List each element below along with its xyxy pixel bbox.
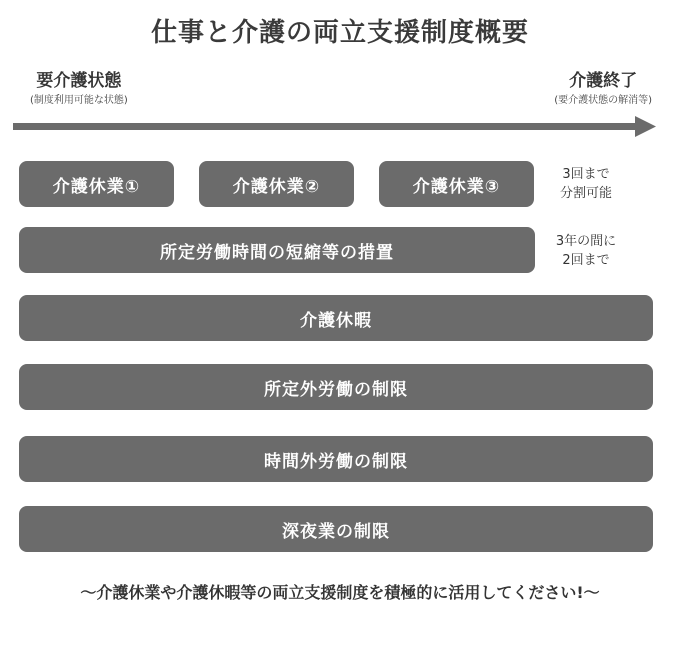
timeline-arrow xyxy=(13,116,658,140)
bar-overtime-limit-prescribed: 所定外労働の制限 xyxy=(19,364,653,410)
timeline-arrow-head xyxy=(635,116,656,137)
bar-care-leave: 介護休暇 xyxy=(19,295,653,341)
bar-night-work-limit: 深夜業の制限 xyxy=(19,506,653,552)
short-hours-note xyxy=(546,232,626,270)
timeline-end-sub: (要介護状態の解消等) xyxy=(554,95,652,106)
timeline-end-label: 介護終了 xyxy=(569,71,638,91)
timeline-start xyxy=(30,66,128,106)
short-hours-note-line-1: 3年の間に xyxy=(555,234,617,249)
bar-overtime-limit-hours: 時間外労働の制限 xyxy=(19,436,653,482)
leave-note xyxy=(546,165,626,203)
leave-block-1: 介護休業① xyxy=(19,161,174,207)
timeline-end xyxy=(554,66,652,106)
leave-block-2: 介護休業② xyxy=(199,161,354,207)
page-title: 仕事と介護の両立支援制度概要 xyxy=(150,18,529,48)
leave-block-3: 介護休業③ xyxy=(379,161,534,207)
leave-note-line-1: 3回まで xyxy=(562,167,610,182)
timeline-start-label: 要介護状態 xyxy=(36,71,122,91)
timeline-start-sub: (制度利用可能な状態) xyxy=(30,95,128,106)
short-hours-bar: 所定労働時間の短縮等の措置 xyxy=(19,227,535,273)
leave-note-line-2: 分割可能 xyxy=(559,186,612,201)
timeline-arrow-shaft xyxy=(13,123,638,130)
short-hours-note-line-2: 2回まで xyxy=(562,253,610,268)
footer-message: 〜介護休業や介護休暇等の両立支援制度を積極的に活用してください!〜 xyxy=(80,583,600,602)
